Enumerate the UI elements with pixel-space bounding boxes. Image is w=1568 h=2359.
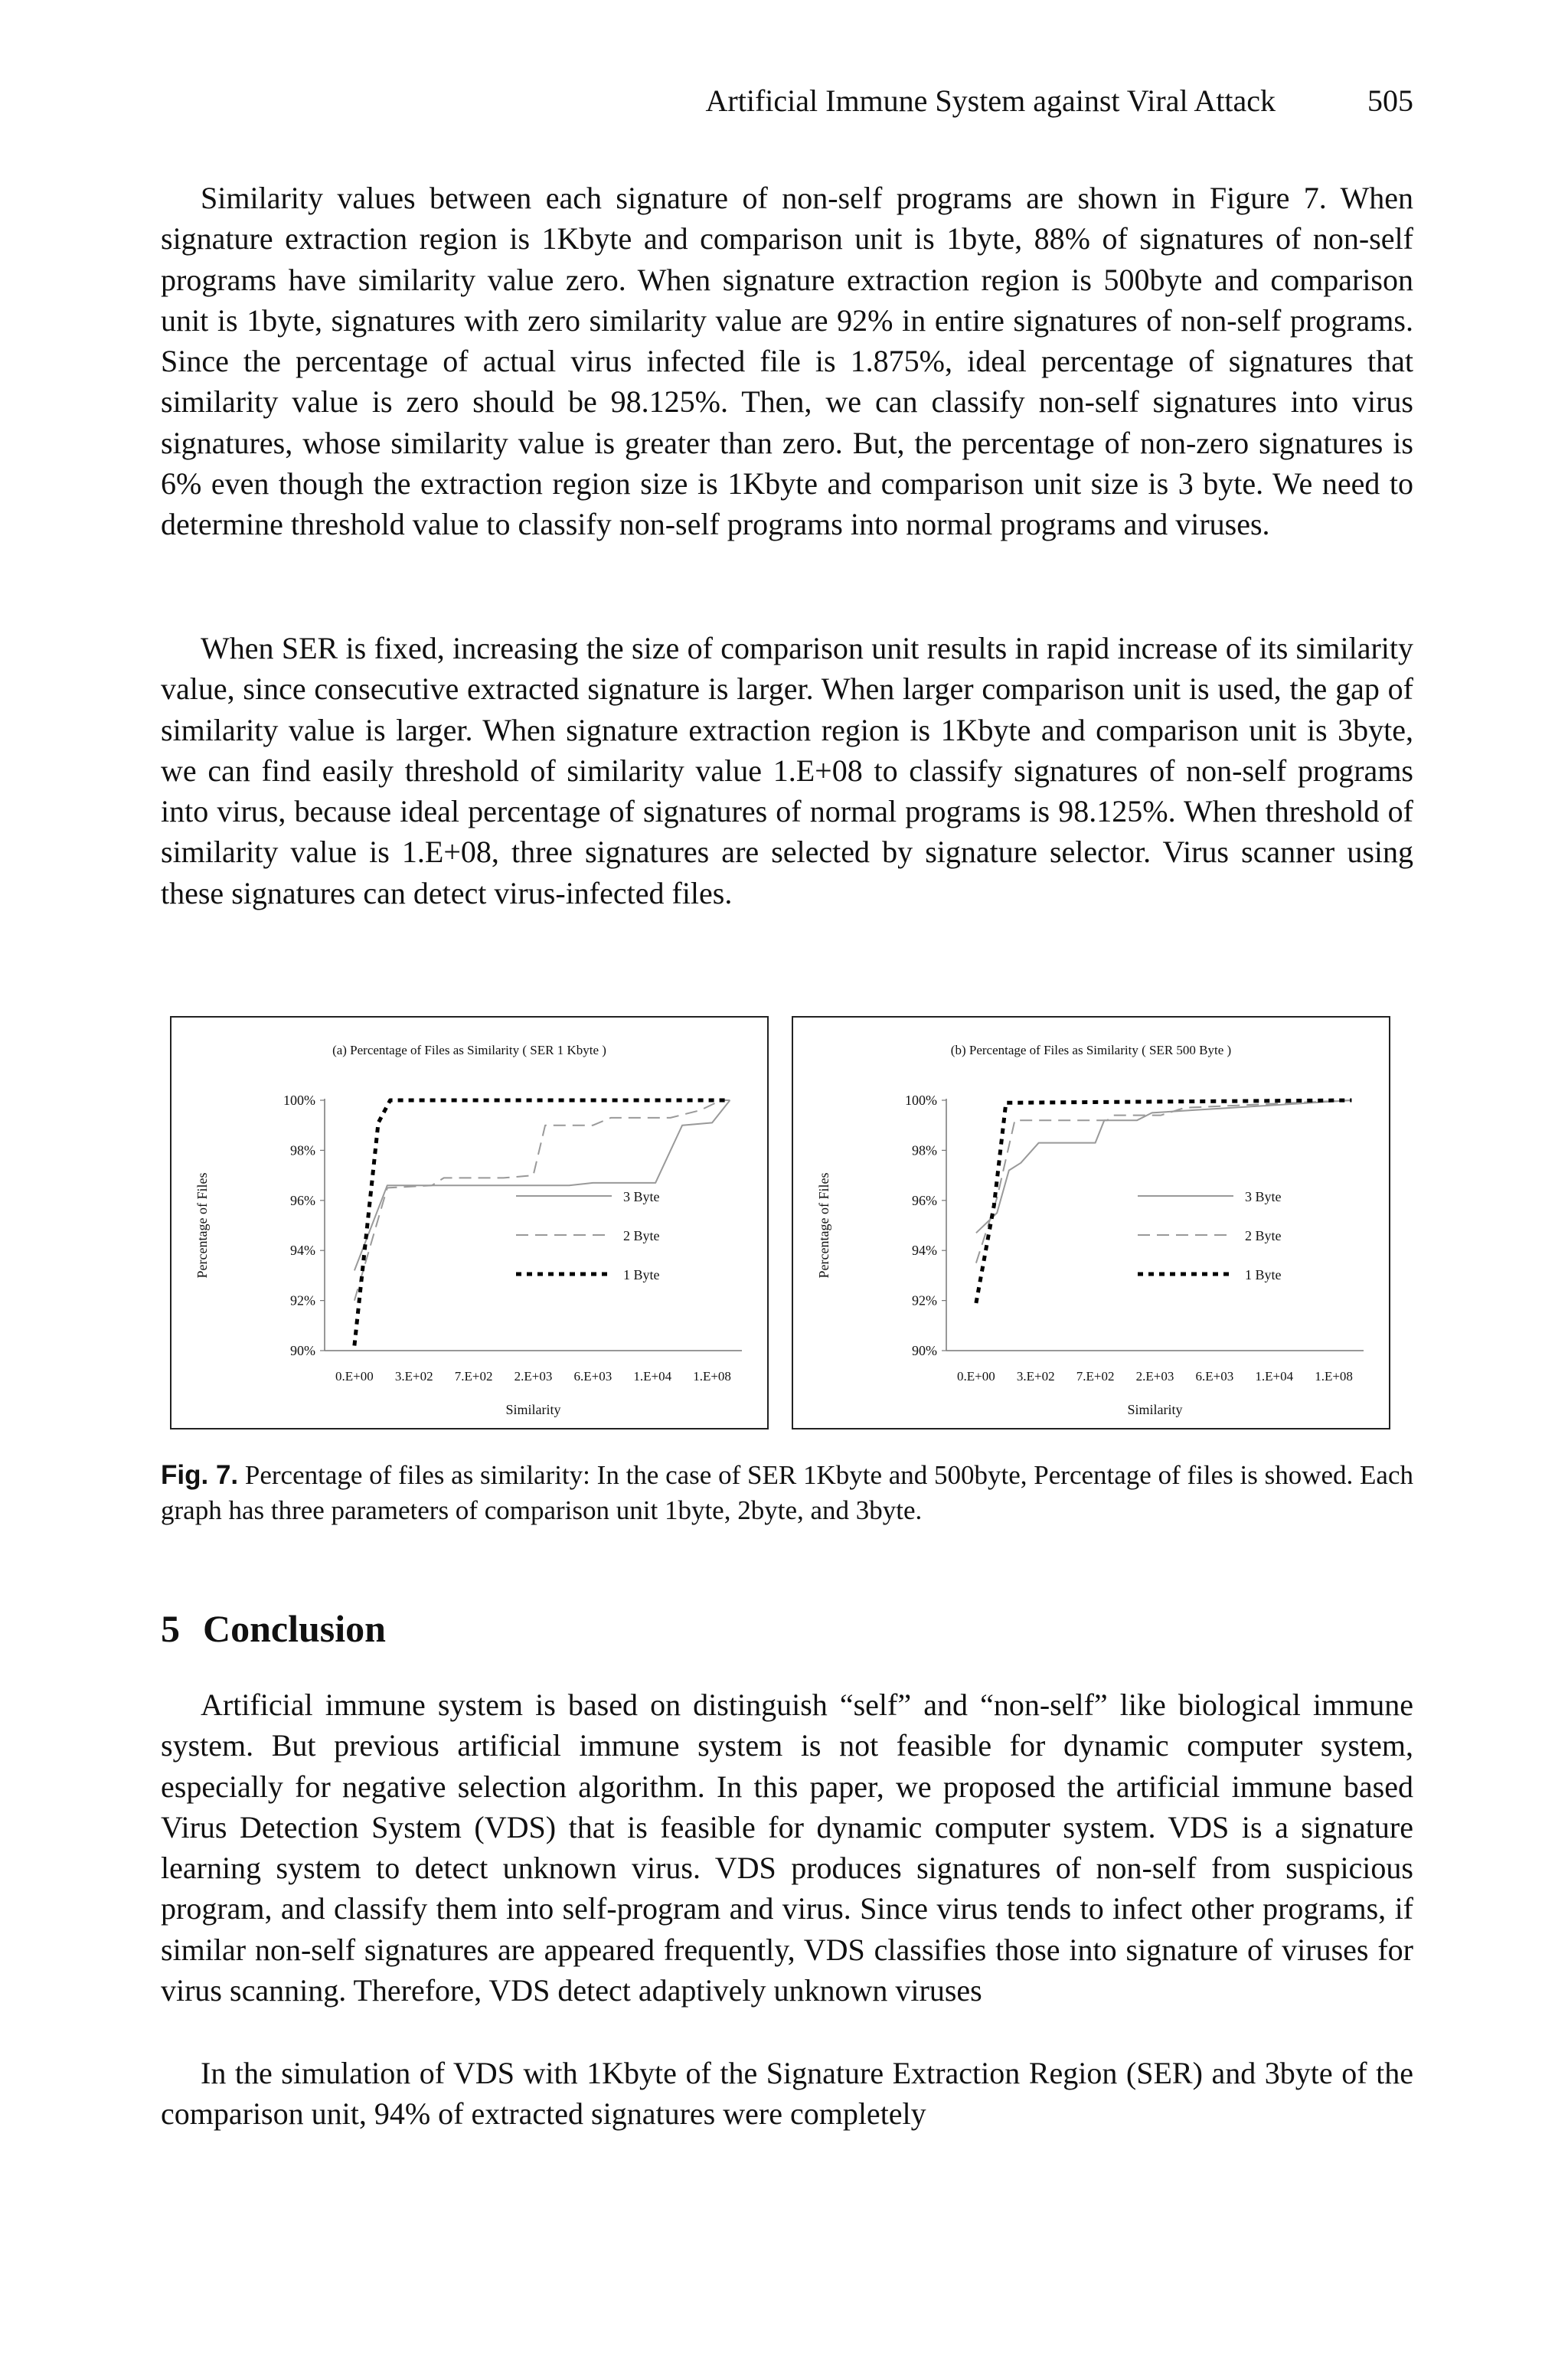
fig7a-y-tick-label: 94% [290,1243,315,1259]
fig7b-x-tick-label: 3.E+02 [1016,1369,1055,1384]
fig7a-series-1-byte [354,1100,730,1346]
fig7a-x-tick-label: 3.E+02 [394,1369,433,1384]
fig7a-y-tick-label: 90% [290,1343,315,1358]
body-paragraph-1: Similarity values between each signature of non-self programs are shown in Figure 7. When signature extraction region is 1Kbyte and comparison unit is 1byte, 88% of signatures of non-self programs have similarity value zero. When signature extraction region is 500byte and comparison unit is 1byte, signatures with zero similarity value are 92% in entire signatures of non-self programs. Since the percentage of actual virus infected file is 1.875%, ideal percentage of signatures that similarity value is zero should be 98.125%. Then, we can classify non-self signatures into virus signatures, whose similarity value is greater than zero. But, the percentage of non-zero signatures is 6% even though the extraction region size is 1Kbyte and comparison unit size is 3 byte. We need to determine threshold value to classify non-self programs into normal programs and viruses. [161,181,1413,542]
section-heading [161,1606,386,1651]
figure-7b-chart [793,1018,1389,1428]
figure-caption-text: Percentage of files as similarity: In the case of SER 1Kbyte and 500byte, Percentage of files is showed. Each graph has three parameters of comparison unit 1byte, 2byte, and 3byte. [161,1460,1414,1525]
fig7b-x-tick-label: 0.E+00 [957,1369,995,1384]
fig7b-legend-label-0: 3 Byte [1245,1189,1282,1204]
fig7a-x-tick-label: 1.E+04 [633,1369,672,1384]
fig7a-chart-title: (a) Percentage of Files as Similarity ( SER 1 Kbyte ) [332,1043,606,1057]
conclusion-paragraph-1: Artificial immune system is based on distinguish “self” and “non-self” like biological immune system. But previous artificial immune system is not feasible for dynamic computer system, especially for negative selection algorithm. In this paper, we proposed the artificial immune based Virus Detection System (VDS) that is feasible for dynamic computer system. VDS is a signature learning system to detect unknown virus. VDS produces signatures of non-self from suspicious program, and classify them into self-program and virus. Since virus tends to infect other programs, if similar non-self signatures are appeared frequently, VDS classifies those into signature of viruses for virus scanning. Therefore, VDS detect adaptively unknown viruses [161,1688,1413,2008]
figure-caption [161,1458,1413,1528]
fig7b-x-tick-label: 7.E+02 [1076,1369,1115,1384]
fig7b-series-2-byte [976,1100,1352,1263]
fig7a-x-tick-label: 0.E+00 [335,1369,374,1384]
figure-7a-frame [170,1016,769,1429]
fig7b-y-axis-label: Percentage of Files [816,1172,831,1279]
section-title: Conclusion [203,1607,386,1650]
fig7a-y-tick-label: 100% [283,1093,315,1108]
fig7b-legend-label-1: 2 Byte [1245,1228,1282,1243]
fig7b-legend-label-2: 1 Byte [1245,1267,1282,1282]
fig7b-y-tick-label: 100% [905,1093,937,1108]
running-title: Artificial Immune System against Viral Attack [705,83,1276,118]
running-header [161,83,1413,129]
fig7b-x-tick-label: 6.E+03 [1195,1369,1234,1384]
fig7a-x-axis-label: Similarity [505,1402,561,1417]
figure-caption-label: Fig. 7. [161,1460,239,1490]
fig7a-legend-label-2: 1 Byte [623,1267,660,1282]
fig7b-chart-title: (b) Percentage of Files as Similarity ( SER 500 Byte ) [950,1043,1232,1057]
fig7a-x-tick-label: 1.E+08 [693,1369,731,1384]
fig7a-x-tick-label: 6.E+03 [573,1369,612,1384]
fig7a-y-tick-label: 96% [290,1192,315,1208]
fig7a-y-axis-label: Percentage of Files [194,1172,210,1279]
figure-7a-chart [172,1018,767,1428]
fig7b-x-tick-label: 1.E+08 [1315,1369,1353,1384]
fig7a-legend-label-0: 3 Byte [623,1189,660,1204]
body-paragraph-2: When SER is fixed, increasing the size of comparison unit results in rapid increase of its similarity value, since consecutive extracted signature is larger. When larger comparison unit is used, the gap of similarity value is larger. When signature extraction region is 1Kbyte and comparison unit is 3byte, we can find easily threshold of similarity value 1.E+08 to classify signatures of non-self programs into virus, because ideal percentage of signatures of normal programs is 98.125%. When threshold of similarity value is 1.E+08, three signatures are selected by signature selector. Virus scanner using these signatures can detect virus-infected files. [161,631,1413,910]
fig7b-x-axis-label: Similarity [1127,1402,1183,1417]
fig7a-series-2-byte [354,1100,730,1301]
fig7a-y-tick-label: 98% [290,1142,315,1158]
fig7a-y-tick-label: 92% [290,1292,315,1309]
fig7b-x-tick-label: 1.E+04 [1255,1369,1294,1384]
fig7b-y-tick-label: 96% [912,1192,937,1208]
conclusion-paragraph-2: In the simulation of VDS with 1Kbyte of the Signature Extraction Region (SER) and 3byte of the comparison unit, 94% of extracted signatures were completely [161,2056,1413,2132]
fig7b-y-tick-label: 98% [912,1142,937,1158]
figure-7b-frame [792,1016,1390,1429]
fig7b-x-tick-label: 2.E+03 [1135,1369,1174,1384]
fig7b-y-tick-label: 94% [912,1243,937,1259]
page-number: 505 [1367,83,1413,118]
fig7a-x-tick-label: 2.E+03 [514,1369,553,1384]
fig7a-series-3-byte [354,1100,730,1270]
fig7a-legend-label-1: 2 Byte [623,1228,660,1243]
fig7a-x-tick-label: 7.E+02 [454,1369,493,1384]
section-number: 5 [161,1607,180,1650]
fig7b-y-tick-label: 90% [912,1343,937,1358]
fig7b-y-tick-label: 92% [912,1292,937,1309]
fig7b-series-3-byte [976,1100,1352,1233]
